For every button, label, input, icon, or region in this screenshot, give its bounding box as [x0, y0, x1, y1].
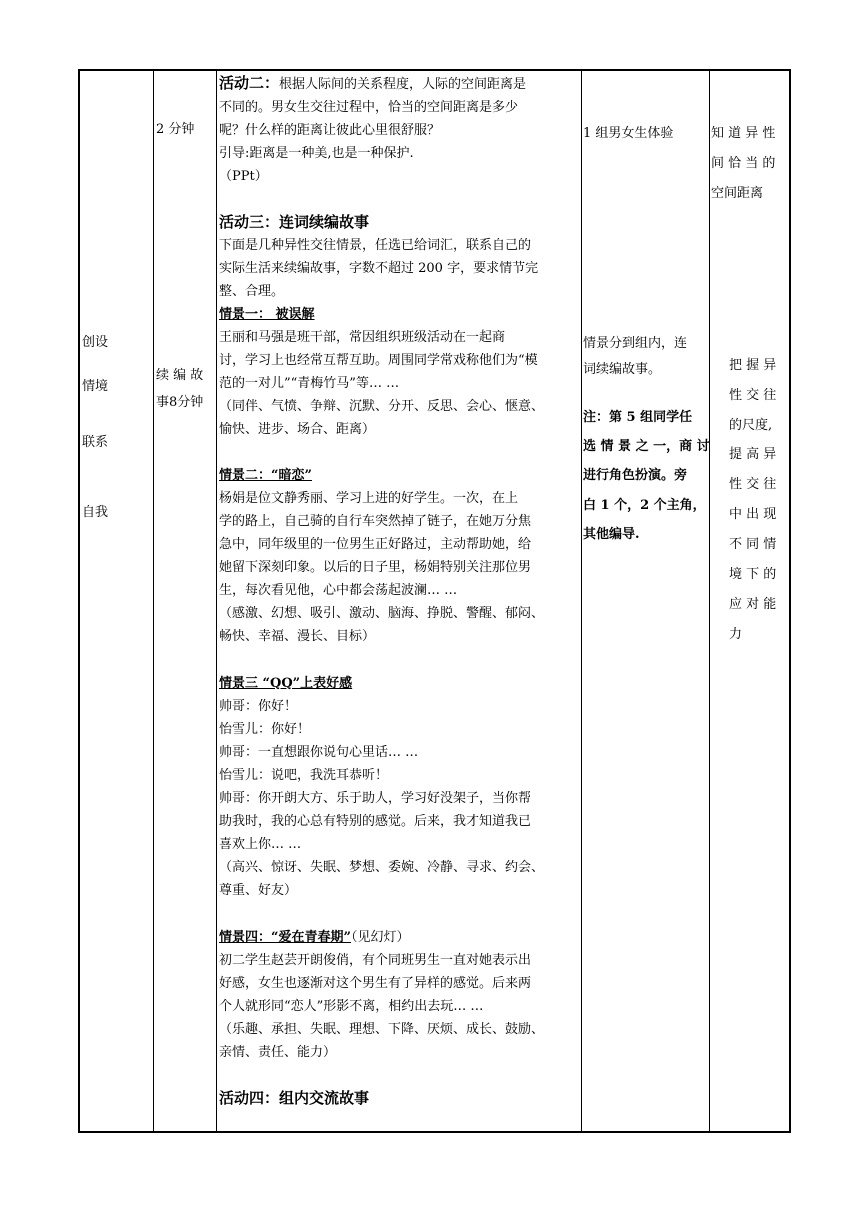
student-activity-text: 情景分到组内，连 [583, 336, 688, 351]
text-line: 好感，女生也逐渐对这个男生有了异样的感觉。后来两 [219, 976, 532, 991]
text-line: 帅哥：你开朗大方、乐于助人，学习好没架子，当你帮 [219, 791, 532, 806]
activity-two [219, 72, 580, 188]
note-text: 选 情 景 之 一，商 讨 [583, 439, 710, 454]
activity-three-title: 活动三：连词续编故事 [219, 213, 370, 231]
goal-text: 性 交 往 [729, 388, 777, 403]
text-line: 引导:距离是一种美,也是一种保护. [219, 146, 414, 161]
text-line: （乐趣、承担、失眠、理想、下降、厌烦、成长、鼓励、 [219, 1022, 545, 1037]
text-line: 实际生活来续编故事，字数不超过 200 字，要求情节完 [219, 261, 539, 276]
text-line: （同伴、气愤、争辩、沉默、分开、反思、会心、惬意、 [219, 399, 545, 414]
stage-column [80, 71, 153, 1131]
activity-two-title: 活动二： [219, 74, 280, 92]
text-line: 帅哥：一直想跟你说句心里话… … [219, 745, 419, 760]
text-line: 亲情、责任、能力） [219, 1045, 337, 1060]
goal-text: 知 道 异 性 [711, 126, 776, 141]
text-line: 畅快、幸福、漫长、目标） [219, 629, 376, 644]
time-label: 事8分钟 [156, 395, 204, 410]
activity-four [219, 1087, 580, 1110]
goal-text: 间 恰 当 的 [711, 156, 776, 171]
student-activity-text: 1 组男女生体验 [583, 126, 674, 141]
goal-text: 不 同 情 [729, 537, 777, 552]
text-line: 她留下深刻印象。以后的日子里，杨娟特别关注那位男 [219, 560, 532, 575]
goal-text: 力 [729, 627, 743, 642]
text-line: 喜欢上你… … [219, 837, 302, 852]
text-line: 学的路上，自己骑的自行车突然掉了链子，在她万分焦 [219, 514, 532, 529]
text-line: 怡雪儿：你好！ [219, 722, 311, 737]
text-line: 个人就形同“恋人”形影不离，相约出去玩… … [219, 999, 484, 1014]
time-column [154, 71, 216, 1131]
note-text: 其他编导. [583, 527, 640, 542]
student-activity-text: 词续编故事。 [583, 362, 662, 377]
stage-label: 创设 [82, 335, 109, 350]
text-line: 急中，同年级里的一位男生正好路过，主动帮助她，给 [219, 537, 532, 552]
scenario-one-title: 情景一： 被误解 [219, 307, 315, 322]
text-line: 杨娟是位文静秀丽、学习上进的好学生。一次，在上 [219, 491, 519, 506]
scenario-three [219, 672, 580, 902]
text-line: 范的一对儿”“青梅竹马”等… … [219, 376, 400, 391]
goal-text: 提 高 异 [729, 447, 777, 462]
scenario-one [219, 303, 580, 441]
scenario-four-title: 情景四：“爱在青春期” [219, 930, 351, 945]
scenario-two [219, 464, 580, 648]
scenario-four-suffix: （见幻灯） [350, 930, 410, 945]
scenario-three-title: 情景三 “QQ”上表好感 [219, 676, 353, 691]
text-line: （高兴、惊讶、失眠、梦想、委婉、冷静、寻求、约会、 [219, 860, 545, 875]
activity-column [217, 71, 581, 1131]
activity-three [219, 211, 580, 303]
time-label: 2 分钟 [156, 122, 195, 137]
goal-column [710, 71, 793, 1131]
note-text: 注：第 5 组同学任 [583, 410, 693, 425]
text-line: 初二学生赵芸开朗俊俏，有个同班男生一直对她表示出 [219, 953, 532, 968]
text-line: 根据人际间的关系程度，人际的空间距离是 [279, 77, 527, 92]
text-line: 怡雪儿：说吧，我洗耳恭听！ [219, 768, 389, 783]
goal-text: 把 握 异 [729, 358, 777, 373]
goal-text: 性 交 往 [729, 477, 777, 492]
goal-text: 空间距离 [711, 186, 764, 201]
text-line: 帅哥：你好！ [219, 699, 298, 714]
note-text: 进行角色扮演。旁 [583, 468, 688, 483]
goal-text: 的尺度, [729, 418, 773, 433]
goal-text: 应 对 能 [729, 597, 777, 612]
note-text: 白 1 个，2 个主角， [583, 498, 706, 513]
lesson-plan-table [78, 69, 791, 1133]
time-label: 续 编 故 [156, 368, 204, 383]
text-line: 整、合理。 [219, 284, 285, 299]
stage-label: 联系 [82, 435, 109, 450]
goal-text: 境 下 的 [729, 567, 777, 582]
text-line: （PPt） [219, 169, 268, 184]
activity-four-title: 活动四：组内交流故事 [219, 1089, 370, 1107]
student-activity-column [582, 71, 709, 1131]
text-line: 不同的。男女生交往过程中，恰当的空间距离是多少 [219, 100, 519, 115]
text-line: 助我时，我的心总有特别的感觉。后来，我才知道我已 [219, 814, 532, 829]
text-line: 愉快、进步、场合、距离） [219, 422, 376, 437]
text-line: 下面是几种异性交往情景，任选已给词汇，联系自己的 [219, 238, 532, 253]
text-line: 生，每次看见他，心中都会荡起波澜… … [219, 583, 458, 598]
text-line: （感激、幻想、吸引、激动、脑海、挣脱、警醒、郁闷、 [219, 606, 545, 621]
goal-text: 中 出 现 [729, 507, 777, 522]
text-line: 讨，学习上也经常互帮互助。周围同学常戏称他们为“模 [219, 353, 538, 368]
text-line: 呢？什么样的距离让彼此心里很舒服？ [219, 123, 441, 138]
stage-label: 情境 [82, 379, 109, 394]
text-line: 王丽和马强是班干部，常因组织班级活动在一起商 [219, 330, 506, 345]
stage-label: 自我 [82, 505, 109, 520]
scenario-four [219, 926, 580, 1064]
scenario-two-title: 情景二：“暗恋” [219, 468, 312, 483]
text-line: 尊重、好友） [219, 883, 298, 898]
